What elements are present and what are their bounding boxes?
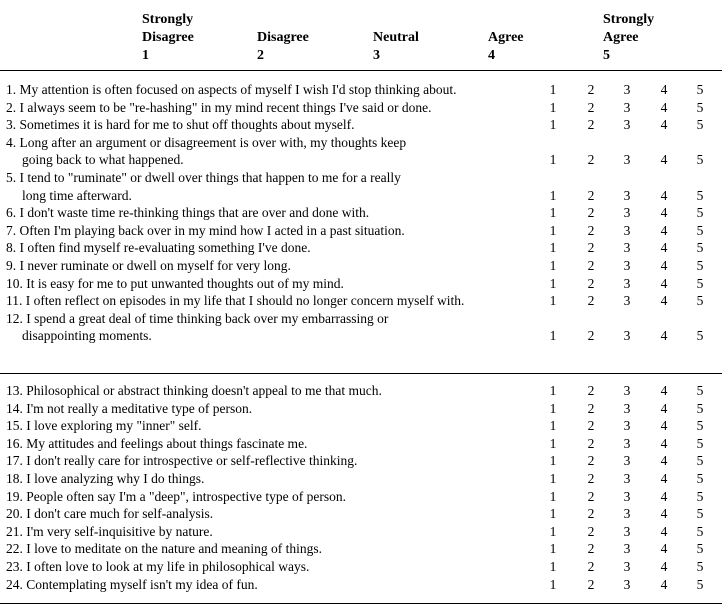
rating-option-3[interactable]: 3	[623, 99, 631, 115]
rating-option-3[interactable]: 3	[623, 400, 631, 416]
scale-anchor-4	[488, 29, 524, 65]
questionnaire-item	[6, 222, 722, 240]
rating-option-2[interactable]: 2	[587, 240, 595, 256]
item-text: 4. Long after an argument or disagreement is over with, my thoughts keep	[6, 134, 407, 150]
item-text: 22. I love to meditate on the nature and meaning of things.	[6, 541, 323, 557]
questionnaire-item	[6, 558, 722, 576]
rating-option-4[interactable]: 4	[660, 82, 668, 97]
rating-option-5[interactable]: 5	[696, 240, 704, 256]
questionnaire-item	[6, 540, 722, 558]
rating-option-4[interactable]: 4	[660, 152, 668, 168]
questionnaire-item	[6, 310, 722, 344]
questionnaire-item	[6, 134, 722, 168]
rating-option-3[interactable]: 3	[623, 187, 631, 203]
rating-option-2[interactable]: 2	[587, 383, 595, 398]
item-text-continued: long time afterward.	[22, 187, 132, 203]
rating-option-4[interactable]: 4	[660, 488, 668, 504]
rating-option-3[interactable]: 3	[623, 576, 631, 592]
rating-option-5[interactable]: 5	[696, 400, 704, 416]
section-divider	[0, 373, 722, 374]
rating-option-2[interactable]: 2	[587, 99, 595, 115]
rating-option-5[interactable]: 5	[696, 506, 704, 522]
rating-option-2[interactable]: 2	[587, 418, 595, 434]
rating-option-4[interactable]: 4	[660, 187, 668, 203]
rating-option-2[interactable]: 2	[587, 453, 595, 469]
rating-option-5[interactable]: 5	[696, 576, 704, 592]
questionnaire-item	[6, 204, 722, 222]
questionnaire-item	[6, 488, 722, 506]
rating-option-1[interactable]: 1	[549, 418, 557, 434]
questionnaire-item	[6, 505, 722, 523]
rating-option-5[interactable]: 5	[696, 471, 704, 486]
item-text: 13. Philosophical or abstract thinking doesn't appeal to me that much.	[6, 383, 382, 398]
rating-option-5[interactable]: 5	[696, 275, 704, 291]
rating-option-1[interactable]: 1	[549, 541, 557, 557]
rating-option-3[interactable]: 3	[623, 541, 631, 557]
rating-option-4[interactable]: 4	[660, 418, 668, 434]
rating-option-3[interactable]: 3	[623, 152, 631, 168]
rating-option-3[interactable]: 3	[623, 418, 631, 434]
rating-option-1[interactable]: 1	[549, 488, 557, 504]
item-text: 8. I often find myself re-evaluating something I've done.	[6, 240, 311, 256]
rating-option-2[interactable]: 2	[587, 187, 595, 203]
rating-option-4[interactable]: 4	[660, 117, 668, 133]
item-text: 21. I'm very self-inquisitive by nature.	[6, 523, 213, 539]
rating-option-1[interactable]: 1	[549, 435, 557, 451]
item-text: 3. Sometimes it is hard for me to shut off thoughts about myself.	[6, 117, 355, 133]
rating-option-1[interactable]: 1	[549, 258, 557, 273]
item-text: 11. I often reflect on episodes in my life that I should no longer concern myself with.	[6, 293, 465, 309]
questionnaire-item	[6, 257, 722, 275]
rating-option-3[interactable]: 3	[623, 559, 631, 574]
item-text: 10. It is easy for me to put unwanted thoughts out of my mind.	[6, 275, 344, 291]
rating-option-2[interactable]: 2	[587, 471, 595, 486]
anchor-number: 5	[603, 48, 610, 63]
questionnaire-item	[6, 576, 722, 594]
item-text: 1. My attention is often focused on aspects of myself I wish I'd stop thinking about.	[6, 82, 457, 97]
rating-option-5[interactable]: 5	[696, 418, 704, 434]
rating-option-4[interactable]: 4	[660, 506, 668, 522]
rating-option-2[interactable]: 2	[587, 541, 595, 557]
anchor-line2: Neutral	[373, 30, 419, 45]
rating-option-2[interactable]: 2	[587, 488, 595, 504]
rating-option-3[interactable]: 3	[623, 117, 631, 133]
anchor-number: 2	[257, 48, 264, 63]
rating-option-3[interactable]: 3	[623, 435, 631, 451]
header-rule	[0, 70, 722, 71]
rating-option-1[interactable]: 1	[549, 99, 557, 115]
rating-option-4[interactable]: 4	[660, 559, 668, 574]
questionnaire-item	[6, 400, 722, 418]
rating-option-3[interactable]: 3	[623, 222, 631, 238]
rating-option-3[interactable]: 3	[623, 488, 631, 504]
anchor-line1: Strongly	[142, 12, 194, 27]
rating-option-2[interactable]: 2	[587, 152, 595, 168]
rating-option-2[interactable]: 2	[587, 400, 595, 416]
item-text: 16. My attitudes and feelings about things fascinate me.	[6, 435, 308, 451]
rating-option-2[interactable]: 2	[587, 506, 595, 522]
rating-option-1[interactable]: 1	[549, 240, 557, 256]
questionnaire-item	[6, 470, 722, 488]
item-text: 7. Often I'm playing back over in my mind how I acted in a past situation.	[6, 222, 405, 238]
rating-option-1[interactable]: 1	[549, 400, 557, 416]
rating-option-4[interactable]: 4	[660, 541, 668, 557]
questionnaire-item	[6, 169, 722, 203]
item-text: 20. I don't care much for self-analysis.	[6, 506, 214, 522]
rating-option-1[interactable]: 1	[549, 82, 557, 97]
rating-option-2[interactable]: 2	[587, 222, 595, 238]
rating-option-1[interactable]: 1	[549, 471, 557, 486]
rating-option-1[interactable]: 1	[549, 117, 557, 133]
rating-option-1[interactable]: 1	[549, 205, 557, 221]
questionnaire-item	[6, 435, 722, 453]
questionnaire-item	[6, 116, 722, 134]
anchor-line2: Agree	[488, 30, 524, 45]
anchor-line2: Disagree	[257, 30, 309, 45]
rating-option-5[interactable]: 5	[696, 523, 704, 539]
anchor-number: 3	[373, 48, 380, 63]
rating-option-4[interactable]: 4	[660, 258, 668, 273]
item-text: 9. I never ruminate or dwell on myself for very long.	[6, 258, 291, 273]
rating-option-1[interactable]: 1	[549, 453, 557, 469]
item-text: 23. I often love to look at my life in philosophical ways.	[6, 559, 310, 574]
rating-option-4[interactable]: 4	[660, 523, 668, 539]
item-text: 5. I tend to "ruminate" or dwell over things that happen to me for a really	[6, 170, 401, 185]
questionnaire-item	[6, 417, 722, 435]
rating-option-2[interactable]: 2	[587, 293, 595, 309]
questionnaire-item	[6, 452, 722, 470]
rating-option-2[interactable]: 2	[587, 258, 595, 273]
rating-option-3[interactable]: 3	[623, 205, 631, 221]
rating-option-2[interactable]: 2	[587, 82, 595, 97]
questionnaire-item	[6, 275, 722, 293]
anchor-line2: Disagree	[142, 30, 194, 45]
questionnaire-item	[6, 239, 722, 257]
item-text: 24. Contemplating myself isn't my idea of fun.	[6, 576, 258, 592]
questionnaire-item	[6, 523, 722, 541]
rating-option-4[interactable]: 4	[660, 453, 668, 469]
rating-option-4[interactable]: 4	[660, 435, 668, 451]
rating-option-1[interactable]: 1	[549, 328, 557, 344]
rating-option-5[interactable]: 5	[696, 488, 704, 504]
bottom-rule	[0, 603, 722, 604]
rating-option-1[interactable]: 1	[549, 576, 557, 592]
rating-option-3[interactable]: 3	[623, 240, 631, 256]
rating-option-4[interactable]: 4	[660, 576, 668, 592]
rating-option-5[interactable]: 5	[696, 328, 704, 344]
rating-option-5[interactable]: 5	[696, 559, 704, 574]
rating-option-1[interactable]: 1	[549, 222, 557, 238]
rating-option-4[interactable]: 4	[660, 275, 668, 291]
rating-option-1[interactable]: 1	[549, 559, 557, 574]
rating-option-5[interactable]: 5	[696, 258, 704, 273]
scale-anchor-2	[257, 29, 309, 65]
item-text: 6. I don't waste time re-thinking things that are over and done with.	[6, 205, 370, 221]
rating-option-4[interactable]: 4	[660, 471, 668, 486]
rating-option-2[interactable]: 2	[587, 328, 595, 344]
rating-option-3[interactable]: 3	[623, 383, 631, 398]
rating-option-5[interactable]: 5	[696, 99, 704, 115]
rating-option-1[interactable]: 1	[549, 275, 557, 291]
scale-anchor-1	[142, 11, 194, 65]
rating-option-4[interactable]: 4	[660, 205, 668, 221]
rating-option-4[interactable]: 4	[660, 240, 668, 256]
rating-option-4[interactable]: 4	[660, 293, 668, 309]
rating-option-4[interactable]: 4	[660, 222, 668, 238]
rating-option-5[interactable]: 5	[696, 383, 704, 398]
rating-option-1[interactable]: 1	[549, 506, 557, 522]
item-text: 17. I don't really care for introspective or self-reflective thinking.	[6, 453, 358, 469]
rating-option-5[interactable]: 5	[696, 222, 704, 238]
rating-option-5[interactable]: 5	[696, 293, 704, 309]
anchor-number: 4	[488, 48, 495, 63]
item-text: 19. People often say I'm a "deep", introspective type of person.	[6, 488, 346, 504]
rating-option-3[interactable]: 3	[623, 293, 631, 309]
rating-option-1[interactable]: 1	[549, 383, 557, 398]
rating-option-3[interactable]: 3	[623, 258, 631, 273]
rating-option-2[interactable]: 2	[587, 523, 595, 539]
rating-option-4[interactable]: 4	[660, 99, 668, 115]
rating-option-3[interactable]: 3	[623, 453, 631, 469]
rating-option-1[interactable]: 1	[549, 152, 557, 168]
questionnaire-item	[6, 81, 722, 99]
rating-option-5[interactable]: 5	[696, 541, 704, 557]
rating-option-2[interactable]: 2	[587, 117, 595, 133]
item-text: 18. I love analyzing why I do things.	[6, 471, 205, 486]
rating-option-2[interactable]: 2	[587, 559, 595, 574]
rating-option-3[interactable]: 3	[623, 523, 631, 539]
item-text: 2. I always seem to be "re-hashing" in my mind recent things I've said or done.	[6, 99, 432, 115]
rating-option-1[interactable]: 1	[549, 293, 557, 309]
item-text-continued: disappointing moments.	[22, 328, 152, 344]
rating-option-5[interactable]: 5	[696, 82, 704, 97]
rating-option-5[interactable]: 5	[696, 117, 704, 133]
rating-option-2[interactable]: 2	[587, 435, 595, 451]
rating-option-5[interactable]: 5	[696, 152, 704, 168]
questionnaire-item	[6, 382, 722, 400]
rating-option-2[interactable]: 2	[587, 275, 595, 291]
item-text-continued: going back to what happened.	[22, 152, 184, 168]
questionnaire-item	[6, 292, 722, 310]
scale-anchor-3	[373, 29, 419, 65]
questionnaire-item	[6, 99, 722, 117]
rating-option-4[interactable]: 4	[660, 328, 668, 344]
rating-option-5[interactable]: 5	[696, 453, 704, 469]
rating-option-2[interactable]: 2	[587, 205, 595, 221]
scale-anchor-5	[603, 11, 654, 65]
item-text: 15. I love exploring my "inner" self.	[6, 418, 202, 434]
item-text: 12. I spend a great deal of time thinking back over my embarrassing or	[6, 310, 389, 326]
rating-option-5[interactable]: 5	[696, 187, 704, 203]
anchor-line1: Strongly	[603, 12, 655, 27]
rating-option-5[interactable]: 5	[696, 205, 704, 221]
rating-option-5[interactable]: 5	[696, 435, 704, 451]
rating-option-1[interactable]: 1	[549, 523, 557, 539]
rating-option-4[interactable]: 4	[660, 400, 668, 416]
item-text: 14. I'm not really a meditative type of person.	[6, 400, 253, 416]
rating-option-3[interactable]: 3	[623, 275, 631, 291]
rating-option-1[interactable]: 1	[549, 187, 557, 203]
rating-option-3[interactable]: 3	[623, 328, 631, 344]
anchor-line2: Agree	[603, 30, 639, 45]
rating-option-3[interactable]: 3	[623, 82, 631, 97]
rating-option-2[interactable]: 2	[587, 576, 595, 592]
anchor-number: 1	[142, 48, 149, 63]
rating-option-4[interactable]: 4	[660, 383, 668, 398]
rating-option-3[interactable]: 3	[623, 471, 631, 486]
rating-option-3[interactable]: 3	[623, 506, 631, 522]
